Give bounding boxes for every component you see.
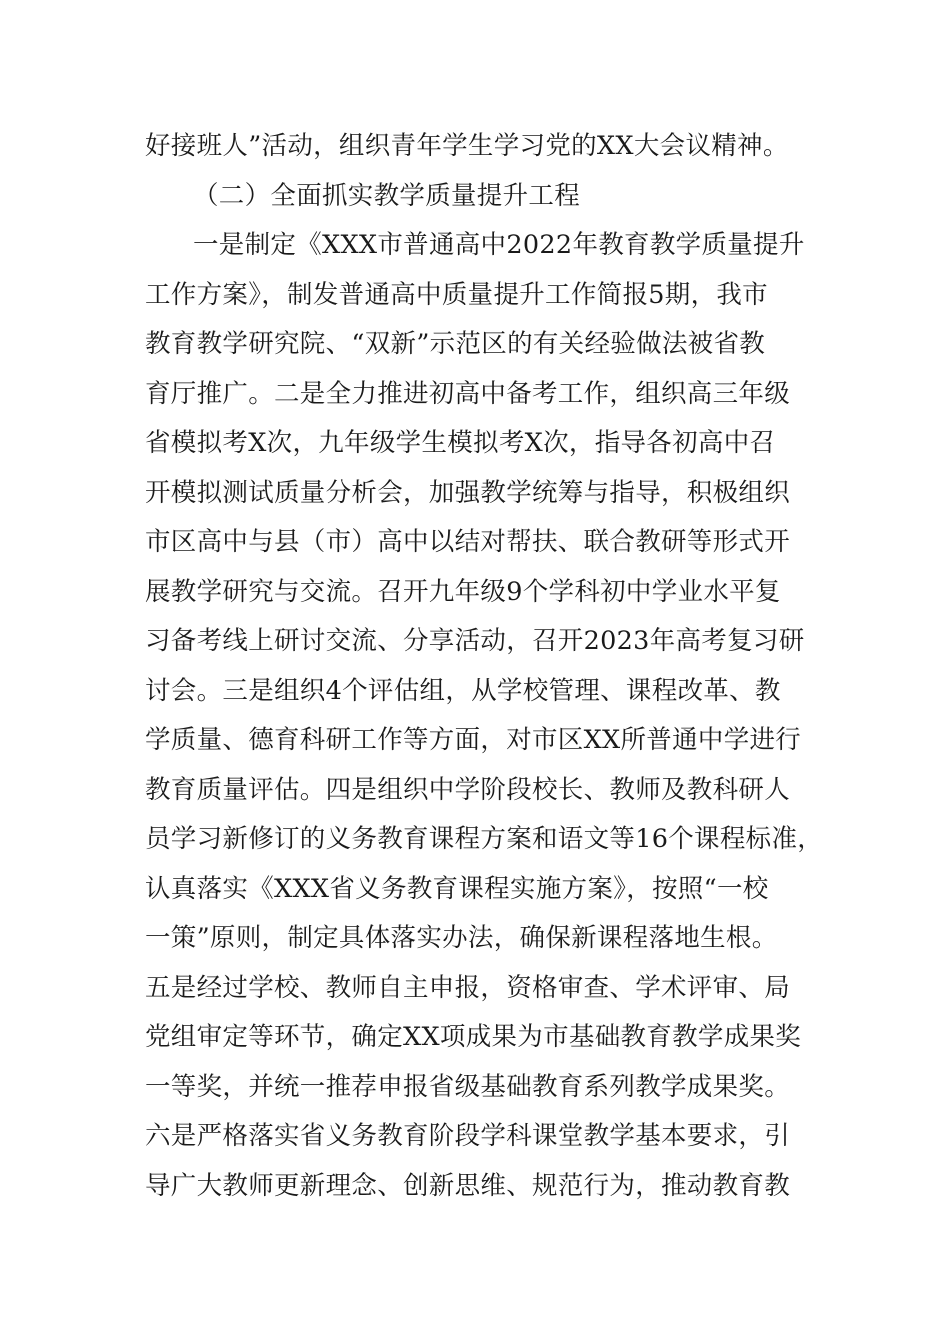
document-body (145, 122, 824, 1211)
text-line: 教育教学研究院、“双新”示范区的有关经验做法被省教 (145, 329, 766, 359)
text-line: 教育质量评估。四是组织中学阶段校长、教师及教科研人 (145, 774, 791, 805)
text-line: 员学习新修订的义务教育课程方案和语文等16个课程标准， (145, 824, 824, 854)
text-line: 讨会。三是组织4个评估组，从学校管理、课程改革、教 (145, 675, 781, 706)
text-line: 工作方案》，制发普通高中质量提升工作简报5期，我市 (145, 279, 768, 310)
text-line: 开模拟测试质量分析会，加强教学统筹与指导，积极组织 (145, 477, 791, 508)
text-line: 党组审定等环节，确定XX项成果为市基础教育教学成果奖 (145, 1022, 802, 1052)
text-line: 育厅推广。二是全力推进初高中备考工作，组织高三年级 (145, 378, 791, 409)
text-line: 展教学研究与交流。召开九年级9个学科初中学业水平复 (145, 576, 781, 607)
text-line: 六是严格落实省义务教育阶段学科课堂教学基本要求，引 (145, 1121, 791, 1151)
text-line: 认真落实《XXX省义务教育课程实施方案》，按照“一校 (145, 873, 769, 904)
text-line: 学质量、德育科研工作等方面，对市区XX所普通中学进行 (145, 725, 802, 755)
text-line: 导广大教师更新理念、创新思维、规范行为，推动教育教 (145, 1170, 791, 1201)
text-line: 一是制定《XXX市普通高中2022年教育教学质量提升 (193, 230, 805, 260)
text-line: 省模拟考X次，九年级学生模拟考X次，指导各初高中召 (145, 428, 776, 458)
text-line: 习备考线上研讨交流、分享活动，召开2023年高考复习研 (145, 626, 805, 656)
text-line: 市区高中与县（市）高中以结对帮扶、联合教研等形式开 (145, 527, 791, 557)
text-line: 五是经过学校、教师自主申报，资格审查、学术评审、局 (145, 972, 791, 1003)
text-line: 好接班人”活动，组织青年学生学习党的XX大会议精神。 (145, 131, 789, 161)
section-heading: （二）全面抓实教学质量提升工程 (193, 180, 581, 211)
text-line: 一等奖，并统一推荐申报省级基础教育系列教学成果奖。 (145, 1071, 791, 1102)
text-line: 一策”原则，制定具体落实办法，确保新课程落地生根。 (145, 923, 778, 953)
